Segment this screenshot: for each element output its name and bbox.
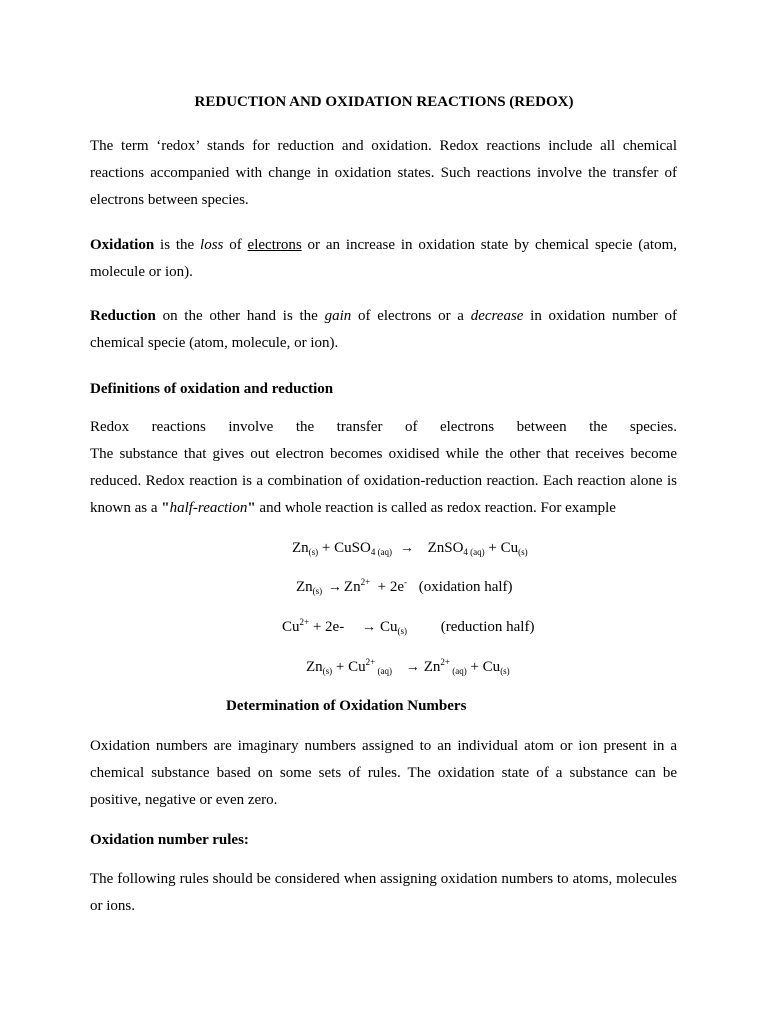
rules-paragraph: The following rules should be considered when assigning oxidation numbers to atoms, molecules or ions. bbox=[90, 871, 677, 914]
equation-overall bbox=[292, 538, 528, 559]
eq-sup: - bbox=[404, 577, 408, 587]
half-label: (reduction half) bbox=[440, 619, 535, 635]
equation-reduction-half bbox=[282, 617, 534, 638]
decrease-word: decrease bbox=[470, 308, 524, 324]
section-heading-definitions: Definitions of oxidation and reduction bbox=[90, 381, 334, 397]
half-reaction-term: half-reaction bbox=[169, 500, 248, 516]
oxidation-numbers-paragraph: Oxidation numbers are imaginary numbers assigned to an individual atom or ion present in a chemical substance based on some sets of rules. The oxidation state of a substance can be positive, negative or even zero. bbox=[90, 738, 677, 808]
text-span: of bbox=[223, 237, 248, 253]
eq-text: Zn bbox=[423, 659, 441, 675]
section-heading-rules: Oxidation number rules: bbox=[90, 832, 249, 848]
eq-sup: 2+ bbox=[365, 657, 376, 667]
page-title: REDUCTION AND OXIDATION REACTIONS (REDOX) bbox=[194, 94, 574, 110]
eq-sub: (aq) bbox=[449, 666, 467, 676]
oxidation-definition bbox=[90, 232, 677, 286]
eq-text: + 2e- bbox=[309, 619, 345, 635]
eq-sub: (s) bbox=[312, 586, 323, 596]
text-span: is the bbox=[154, 237, 201, 253]
eq-text: Zn bbox=[306, 659, 323, 675]
eq-text: ZnSO bbox=[427, 540, 464, 556]
eq-text: Cu bbox=[282, 619, 300, 635]
eq-sub: (s) bbox=[397, 626, 407, 636]
eq-sub: (s) bbox=[500, 666, 510, 676]
eq-text: + Cu bbox=[332, 659, 366, 675]
eq-sub: (aq) bbox=[375, 666, 392, 676]
equation-ionic bbox=[306, 657, 510, 678]
eq-sub: (s) bbox=[518, 547, 528, 557]
eq-text: + Cu bbox=[466, 659, 501, 675]
eq-sup: 2+ bbox=[299, 617, 310, 627]
quote-mark: " bbox=[247, 500, 256, 516]
reduction-definition bbox=[90, 303, 677, 357]
quote-mark: " bbox=[161, 500, 170, 516]
eq-sub: (s) bbox=[322, 666, 333, 676]
text-span: and whole reaction is called as redox reaction. For example bbox=[255, 500, 616, 516]
eq-text: Zn bbox=[292, 540, 309, 556]
reaction-arrow: → bbox=[399, 541, 414, 556]
electrons-word: electrons bbox=[247, 237, 302, 253]
text-span: of electrons or a bbox=[351, 308, 471, 324]
eq-text: Cu bbox=[379, 619, 398, 635]
eq-text: + CuSO bbox=[318, 540, 371, 556]
eq-text: Zn bbox=[343, 579, 361, 595]
reaction-arrow: → bbox=[327, 580, 342, 595]
section1-paragraph bbox=[90, 441, 677, 522]
eq-text: + 2e bbox=[370, 579, 405, 595]
eq-sup: 2+ bbox=[440, 657, 450, 667]
text-span: The substance that gives out electron becomes oxidised while the other that receives become reduced. Redox reaction is a combination of oxidation-reduction reaction. Each reaction alone is known as a bbox=[90, 446, 677, 516]
section1-first-line: Redox reactions involve the transfer of electrons between the species. bbox=[90, 419, 677, 435]
text-span: on the other hand is the bbox=[155, 308, 325, 324]
half-label: (oxidation half) bbox=[418, 579, 513, 595]
eq-sup: 2+ bbox=[360, 577, 371, 587]
loss-word: loss bbox=[200, 237, 224, 253]
text-span: in oxidation number of chemical specie (atom, molecule, or ion). bbox=[90, 308, 677, 351]
reaction-arrow: → bbox=[361, 620, 376, 635]
equation-oxidation-half bbox=[296, 577, 513, 598]
oxidation-term: Oxidation bbox=[90, 237, 155, 253]
reduction-term: Reduction bbox=[90, 308, 156, 324]
section-heading-oxidation-numbers: Determination of Oxidation Numbers bbox=[226, 698, 467, 714]
eq-text: + Cu bbox=[484, 540, 519, 556]
intro-paragraph: The term ‘redox’ stands for reduction and oxidation. Redox reactions include all chemical reactions accompanied with change in oxidation states. Such reactions involve the transfer of electrons between species. bbox=[90, 138, 677, 208]
eq-sub: 4 (aq) bbox=[463, 547, 485, 557]
text-span: or an increase in oxidation state by chemical specie (atom, molecule or ion). bbox=[90, 237, 677, 280]
gain-word: gain bbox=[324, 308, 352, 324]
eq-sub: (s) bbox=[308, 547, 319, 557]
eq-text: Zn bbox=[296, 579, 313, 595]
eq-sub: 4 (aq) bbox=[370, 547, 393, 557]
reaction-arrow: → bbox=[405, 660, 420, 675]
